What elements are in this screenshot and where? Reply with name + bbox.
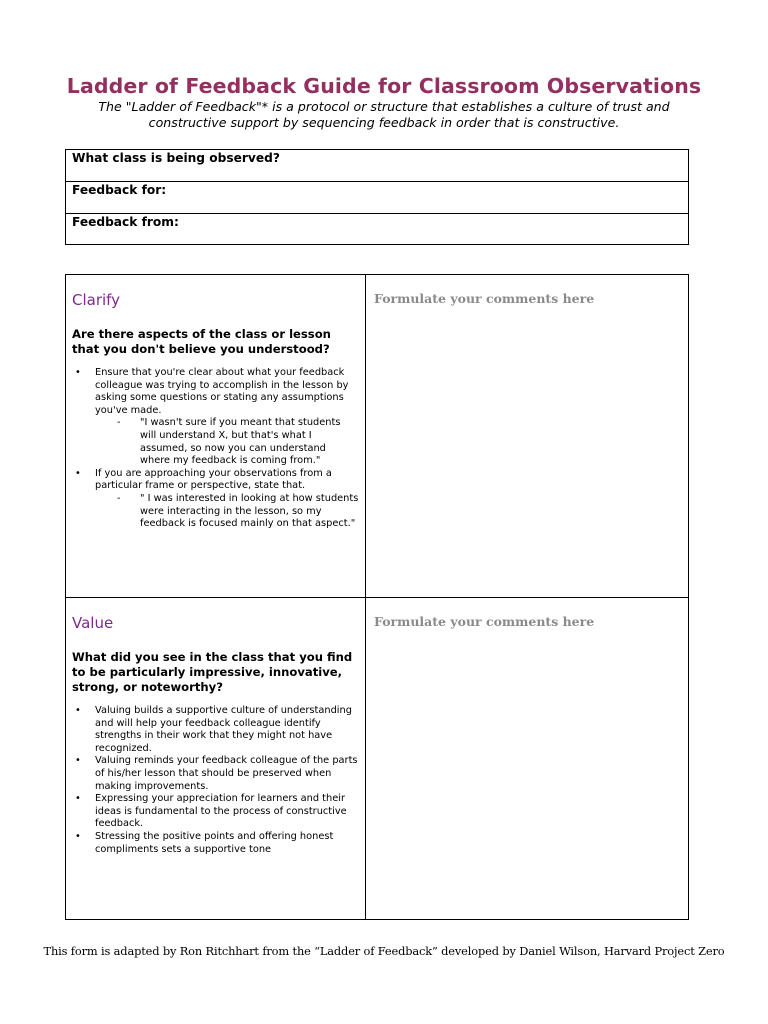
section-heading-clarify: Clarify — [72, 291, 121, 309]
clarify-row — [66, 275, 688, 598]
intro-text: The "Ladder of Feedback"* is a protocol or structure that establishes a culture of trust and constructive support by sequencing feedback in order that is constructive. — [98, 99, 670, 130]
observation-info-table — [65, 149, 689, 245]
page-title: Ladder of Feedback Guide for Classroom Observations — [66, 74, 702, 98]
list-item: • Expressing your appreciation for learners and their ideas is fundamental to the process of constructive feedback. — [72, 793, 359, 831]
clarify-bullet-list — [72, 367, 359, 531]
info-field-class[interactable]: What class is being observed? — [66, 150, 688, 182]
section-heading-value: Value — [72, 614, 114, 632]
value-comment-placeholder[interactable]: Formulate your comments here — [374, 614, 595, 629]
value-comments-cell[interactable] — [367, 598, 688, 919]
bullet-text: If you are approaching your observations from a particular frame or perspective, state that. — [95, 467, 332, 492]
feedback-grid — [65, 274, 689, 920]
value-question: What did you see in the class that you find to be particularly impressive, innovative, strong, or noteworthy? — [72, 650, 353, 694]
sub-list — [95, 493, 359, 531]
bullet-text: Ensure that you're clear about what your feedback colleague was trying to accomplish in the lesson by asking some questions or stating any assumptions you've made. — [95, 367, 349, 416]
info-field-feedback-for[interactable]: Feedback for: — [66, 182, 688, 214]
list-item: • Valuing reminds your feedback colleague of the parts of his/her lesson that should be preserved when making improvements. — [72, 755, 359, 793]
clarify-comment-placeholder[interactable]: Formulate your comments here — [374, 291, 595, 306]
list-item: • Stressing the positive points and offering honest compliments sets a supportive tone — [72, 831, 359, 856]
list-item: • Valuing builds a supportive culture of understanding and will help your feedback colleague identify strengths in their work that they might not have recognized. — [72, 705, 359, 755]
value-guide-cell — [66, 598, 366, 919]
value-row — [66, 598, 688, 919]
list-item — [72, 468, 359, 531]
sub-list-item: - "I wasn't sure if you meant that students will understand X, but that's what I assumed, so now you can understand where my feedback is coming from." — [95, 417, 359, 467]
sub-list-item: - " I was interested in looking at how students were interacting in the lesson, so my feedback is focused mainly on that aspect." — [95, 493, 359, 531]
clarify-question: Are there aspects of the class or lesson that you don't believe you understood? — [72, 327, 331, 356]
value-bullet-list — [72, 705, 359, 856]
clarify-guide-cell — [66, 275, 366, 597]
clarify-comments-cell[interactable] — [367, 275, 688, 597]
sub-list — [95, 417, 359, 467]
list-item — [72, 367, 359, 468]
footer-citation: This form is adapted by Ron Ritchhart from the “Ladder of Feedback” developed by Daniel Wilson, Harvard Project Zero — [43, 944, 725, 958]
info-field-feedback-from[interactable]: Feedback from: — [72, 215, 179, 229]
